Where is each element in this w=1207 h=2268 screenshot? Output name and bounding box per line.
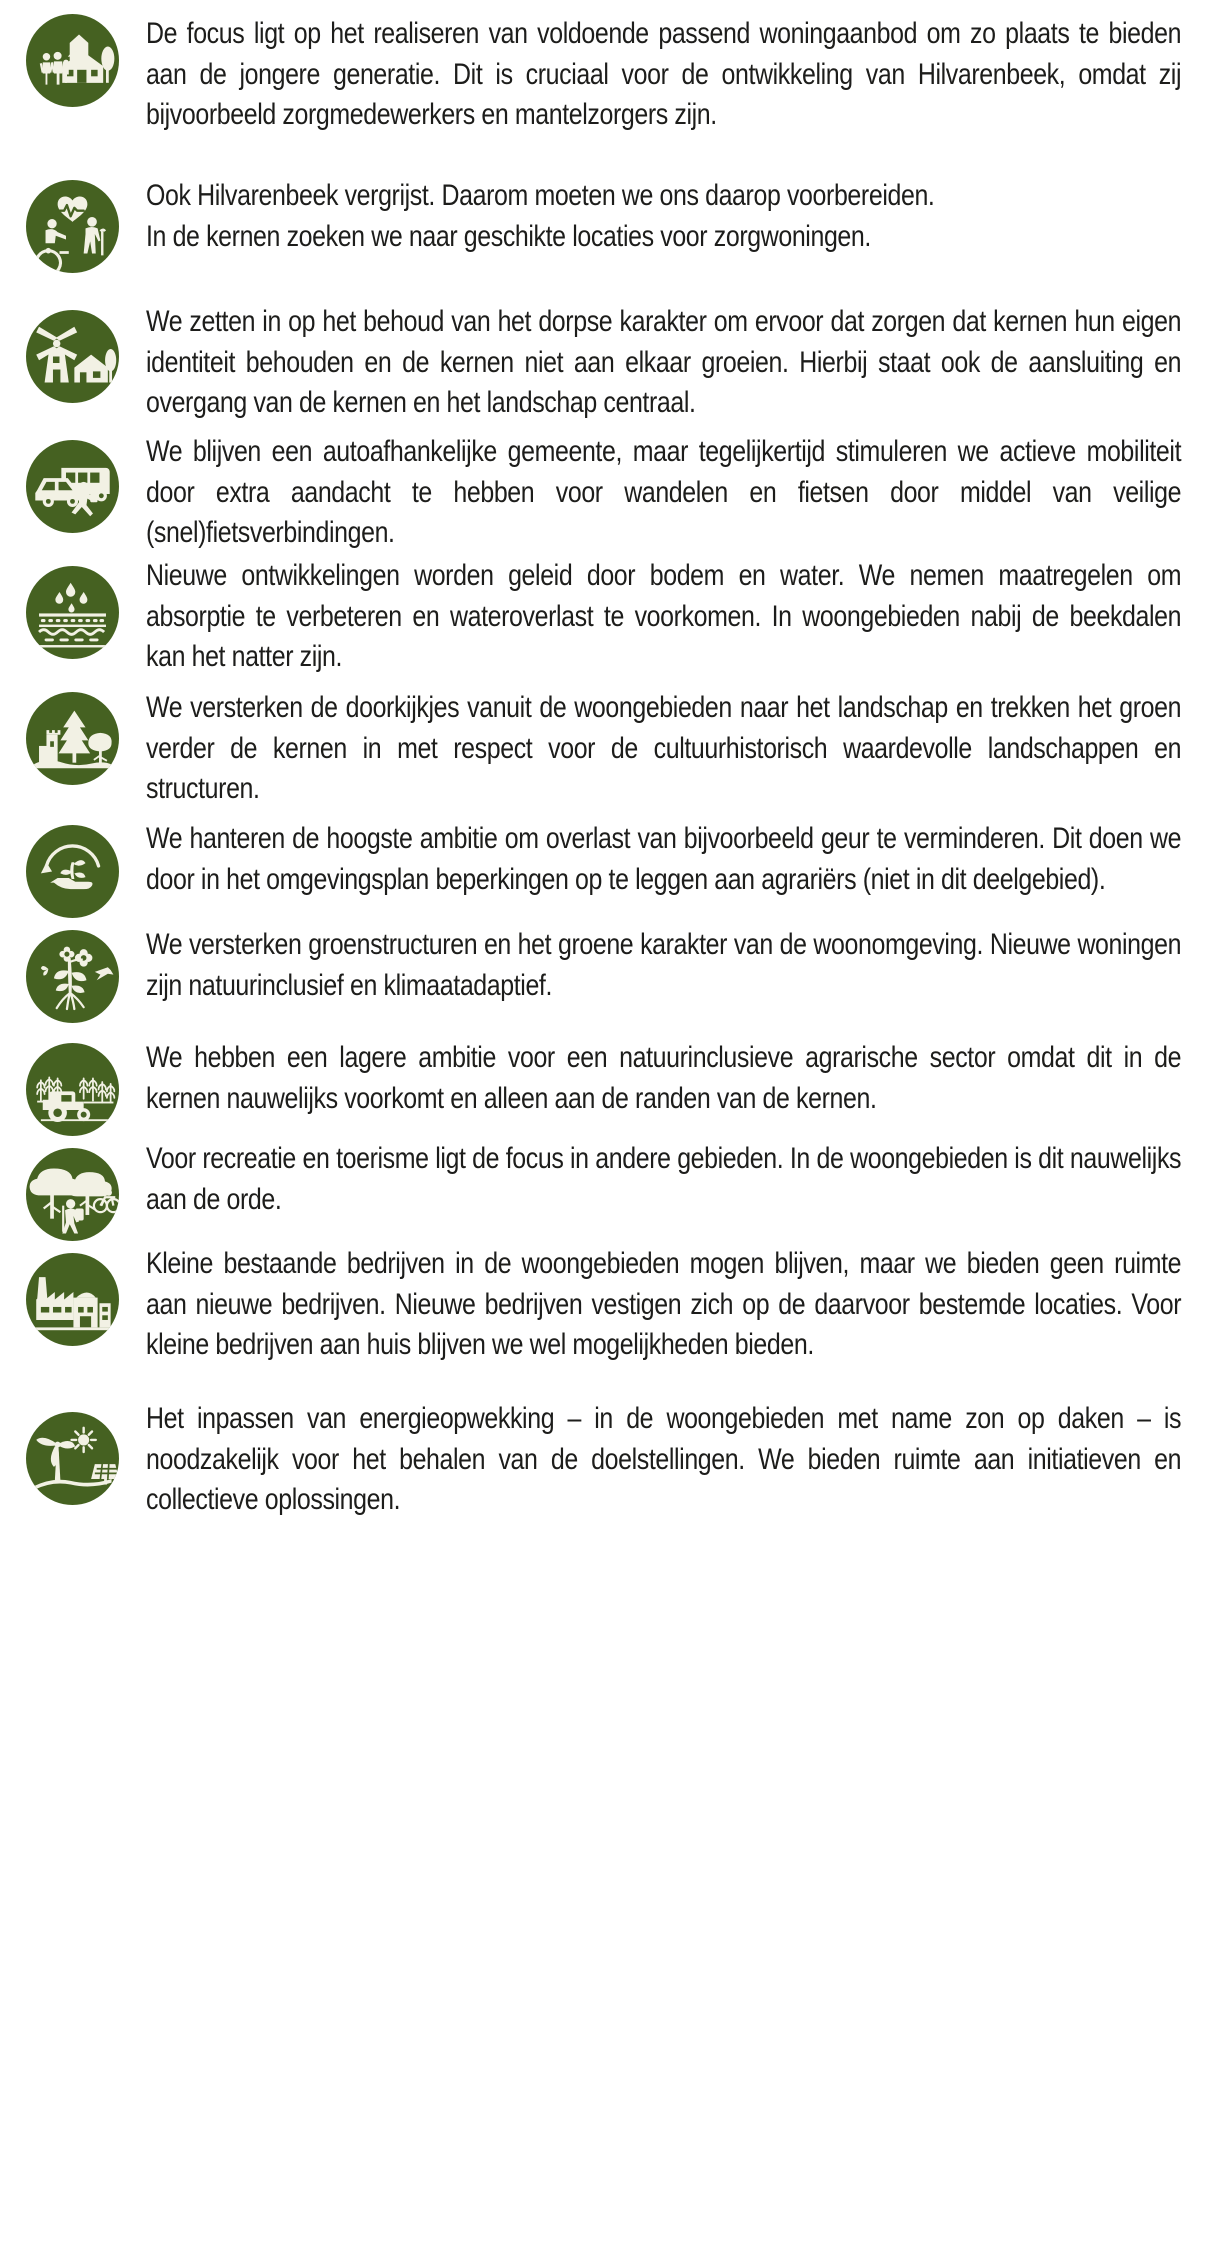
ambition-text: [146, 14, 1181, 136]
ambition-text: [146, 432, 1181, 554]
windmill-village-icon: [26, 310, 119, 403]
ambition-text: [146, 1038, 1181, 1119]
renewable-energy-icon: [26, 1412, 119, 1505]
ambition-paragraph: We zetten in op het behoud van het dorpse karakter om ervoor dat zorgen dat kernen hun eigen identiteit behouden en de kernen niet aan elkaar groeien. Hierbij staat ook de aansluiting en overgang van de kernen en het landschap centraal.: [146, 305, 1182, 420]
ambition-paragraph: Het inpassen van energieopwekking – in de woongebieden met name zon op daken – is noodzakelijk voor het behalen van de doelstellingen. We bieden ruimte aan initiatieven en collectieve oplossingen.: [146, 1402, 1182, 1517]
ambition-paragraph: In de kernen zoeken we naar geschikte locaties voor zorgwoningen.: [146, 219, 871, 253]
landscape-heritage-icon: [26, 692, 119, 785]
ambition-paragraph: We versterken groenstructuren en het groene karakter van de woonomgeving. Nieuwe woningen zijn natuurinclusief en klimaatadaptief.: [146, 928, 1182, 1002]
ambition-paragraph: Ook Hilvarenbeek vergrijst. Daarom moeten we ons daarop voorbereiden.: [146, 179, 935, 212]
mobility-transport-icon: [26, 440, 119, 533]
ambition-paragraph: Voor recreatie en toerisme ligt de focus in andere gebieden. In de woongebieden is dit nauwelijks aan de orde.: [146, 1142, 1182, 1216]
ambition-text: [146, 1244, 1181, 1366]
business-industry-icon: [26, 1253, 119, 1346]
ambition-paragraph: We hebben een lagere ambitie voor een natuurinclusieve agrarische sector omdat dit in de kernen nauwelijks voorkomt en alleen aan de randen van de kernen.: [146, 1041, 1182, 1115]
biodiversity-plant-bird-icon: [26, 930, 119, 1023]
recreation-tourism-icon: [26, 1148, 119, 1241]
ambition-text: [146, 688, 1181, 810]
ambition-paragraph: De focus ligt op het realiseren van voldoende passend woningaanbod om zo plaats te bieden aan de jongere generatie. Dit is cruciaal voor de ontwikkeling van Hilvarenbeek, omdat zij bijvoorbeeld zorgmedewerkers en mantelzorgers zijn.: [146, 17, 1182, 132]
ambition-text: [146, 819, 1181, 900]
health-care-elderly-icon: [26, 180, 119, 273]
family-house-icon: [26, 14, 119, 107]
ambition-text: [146, 925, 1181, 1006]
ambition-paragraph: We versterken de doorkijkjes vanuit de woongebieden naar het landschap en trekken het groen verder de kernen in met respect voor de cultuurhistorisch waardevolle landschappen en structuren.: [146, 691, 1182, 806]
ambition-paragraph: We blijven een autoafhankelijke gemeente, maar tegelijkertijd stimuleren we actieve mobiliteit door extra aandacht te hebben voor wandelen en fietsen door middel van veilige (snel)fietsverbindingen.: [146, 435, 1182, 550]
hand-plant-cycle-icon: [26, 825, 119, 918]
tractor-farmland-icon: [26, 1043, 119, 1136]
ambition-text: [146, 1139, 1181, 1220]
ambition-paragraph: Kleine bestaande bedrijven in de woongebieden mogen blijven, maar we bieden geen ruimte aan nieuwe bedrijven. Nieuwe bedrijven vestigen zich op de daarvoor bestemde locaties. Voor kleine bedrijven aan huis blijven we wel mogelijkheden bieden.: [146, 1247, 1182, 1362]
ambition-paragraph: We hanteren de hoogste ambitie om overlast van bijvoorbeeld geur te verminderen. Dit doen we door in het omgevingsplan beperkingen op te leggen aan agrariërs (niet in dit deelgebied).: [146, 822, 1182, 896]
soil-water-icon: [26, 566, 119, 659]
ambition-text: [146, 176, 1181, 257]
ambition-text: [146, 302, 1181, 424]
ambition-paragraph: Nieuwe ontwikkelingen worden geleid door bodem en water. We nemen maatregelen om absorptie te verbeteren en wateroverlast te voorkomen. In woongebieden nabij de beekdalen kan het natter zijn.: [146, 559, 1182, 674]
ambition-text: [146, 1399, 1181, 1521]
ambition-text: [146, 556, 1181, 678]
